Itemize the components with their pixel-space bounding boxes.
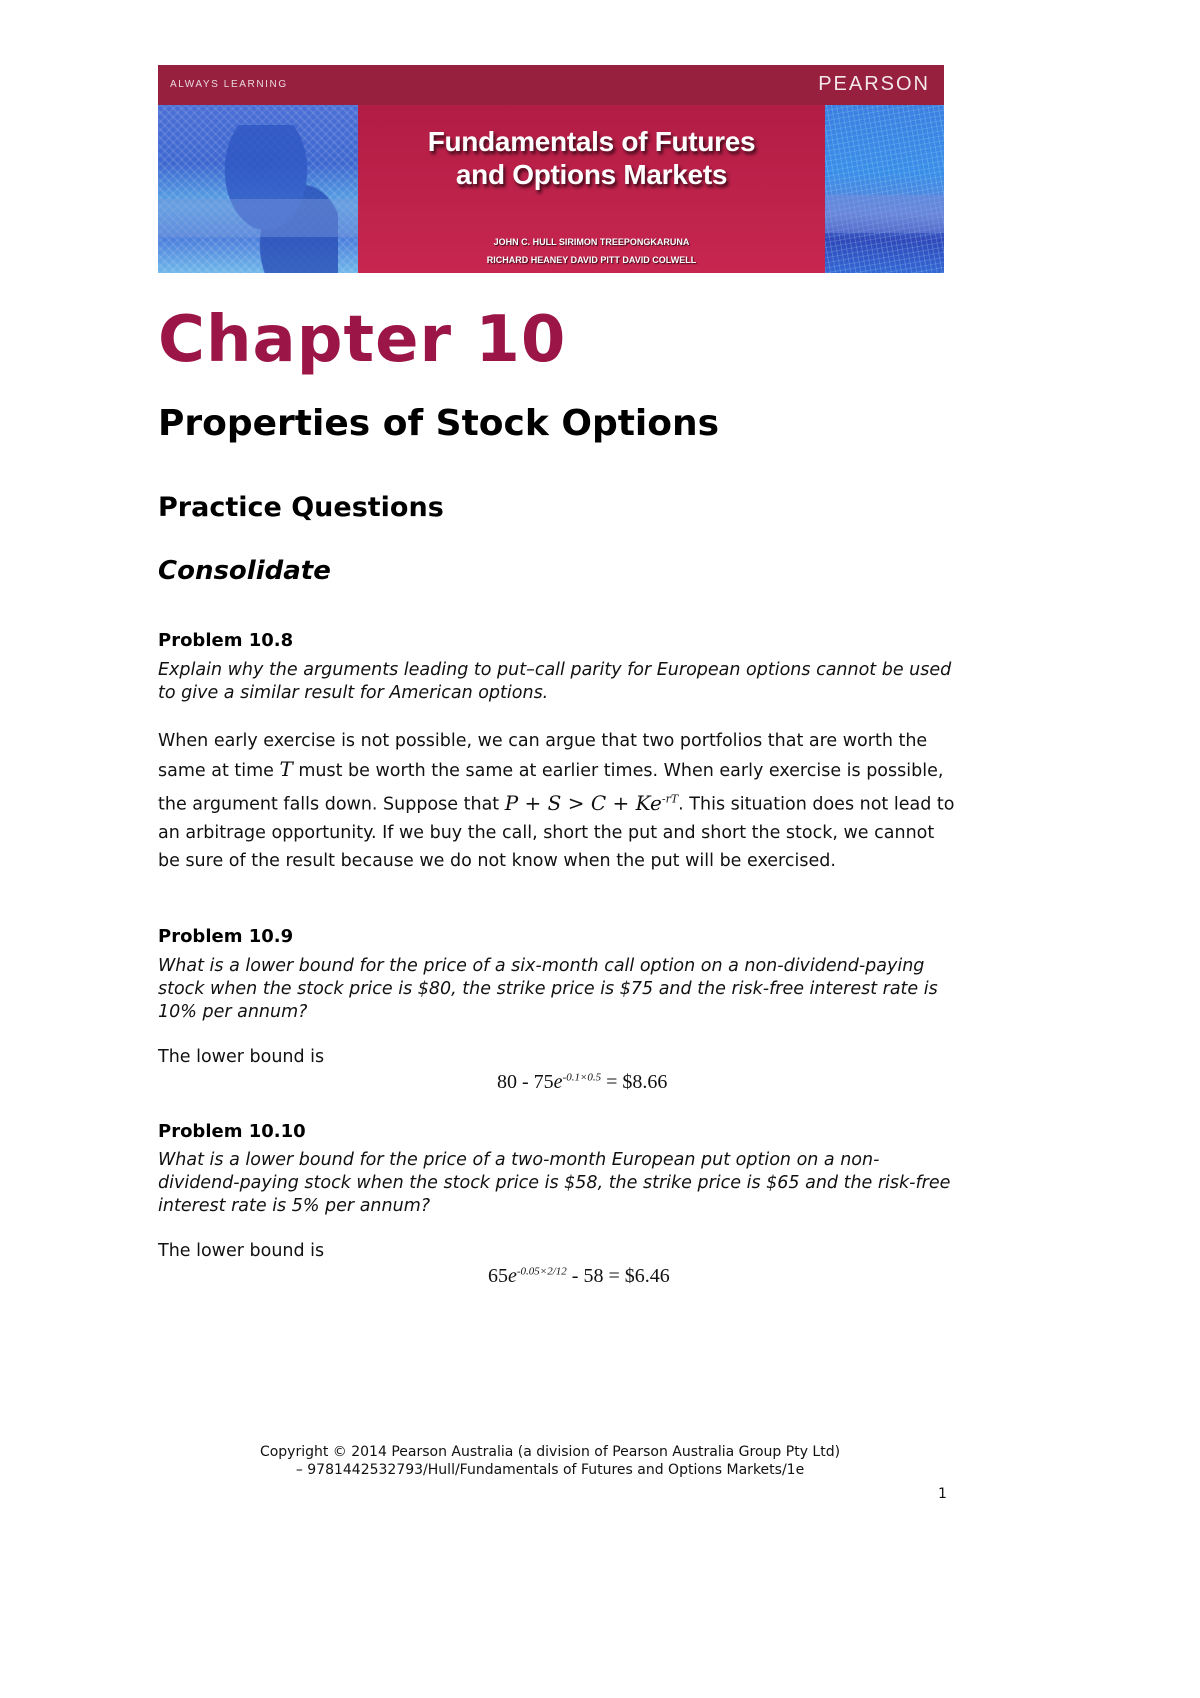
problem-question: Explain why the arguments leading to put–call parity for European options cannot be used to give a similar result for American options. xyxy=(158,660,952,703)
book-title-line-2: and Options Markets xyxy=(455,159,728,190)
answer-text: must be worth the same at earlier times. When early exercise is possible, the argument falls down. Suppose that xyxy=(158,761,944,815)
inequality-exponent: -rT xyxy=(661,792,679,805)
subsection-heading: Consolidate xyxy=(158,556,331,586)
problem-heading: Problem 10.10 xyxy=(158,1121,306,1142)
authors-line-1: JOHN C. HULL SIRIMON TREEPONGKARUNA xyxy=(493,237,690,247)
formula-left: 80 - 75 xyxy=(497,1071,554,1093)
math-variable: T xyxy=(279,757,293,781)
formula-right: - 58 = $6.46 xyxy=(566,1265,670,1287)
inequality-base: P + S > C + Ke xyxy=(504,790,662,815)
problem-question: What is a lower bound for the price of a two-month European put option on a non-dividend-paying stock when the stock price is $58, the strike price is $65 and the risk-free interest rate is 5% per annum? xyxy=(158,1150,951,1216)
book-title xyxy=(358,125,825,191)
chapter-title: Properties of Stock Options xyxy=(158,403,720,444)
formula-e: e xyxy=(508,1265,517,1287)
answer-intro: The lower bound is xyxy=(158,1047,325,1067)
answer-text: When early exercise is not possible, we can argue that two portfolios that are worth the same at time xyxy=(158,731,928,781)
banner-title-panel xyxy=(358,105,825,273)
book-title-line-1: Fundamentals of Futures xyxy=(427,126,756,157)
problem-heading: Problem 10.9 xyxy=(158,926,294,947)
banner-abstract-image-right xyxy=(825,105,944,273)
formula-right: = $8.66 xyxy=(601,1071,668,1093)
answer-text: . This situation does not lead to an arbitrage opportunity. If we buy the call, short the put and short the stock, we cannot be sure of the result because we do not know when the put will be exercised. xyxy=(158,794,955,871)
page-footer xyxy=(0,1443,1100,1479)
banner-header-bar xyxy=(158,65,944,105)
book-authors xyxy=(358,233,825,269)
page-number: 1 xyxy=(938,1486,947,1502)
formula-exponent: -0.1×0.5 xyxy=(562,1071,602,1084)
formula-exponent: -0.05×2/12 xyxy=(516,1265,567,1278)
banner-globe-image-left xyxy=(158,105,358,273)
formula xyxy=(488,1265,670,1288)
book-banner xyxy=(158,65,944,273)
section-heading: Practice Questions xyxy=(158,492,444,523)
chapter-label: Chapter 10 xyxy=(158,303,567,377)
answer-intro: The lower bound is xyxy=(158,1241,325,1261)
problem-heading: Problem 10.8 xyxy=(158,630,294,651)
image-band xyxy=(158,199,358,237)
problem-answer xyxy=(158,727,958,875)
publisher-logo: PEARSON xyxy=(818,73,930,95)
authors-line-2: RICHARD HEANEY DAVID PITT DAVID COLWELL xyxy=(486,255,697,265)
formula xyxy=(497,1071,667,1094)
formula-e: e xyxy=(553,1071,563,1093)
problem-question: What is a lower bound for the price of a six-month call option on a non-dividend-paying stock when the stock price is $80, the strike price is $75 and the risk-free interest rate is 10% per annum? xyxy=(158,956,938,1022)
math-inequality xyxy=(505,791,678,815)
copyright-line: Copyright © 2014 Pearson Australia (a division of Pearson Australia Group Pty Ltd) xyxy=(259,1444,841,1460)
formula-left: 65 xyxy=(488,1265,508,1287)
banner-tagline: ALWAYS LEARNING xyxy=(170,79,288,90)
image-band xyxy=(825,195,944,233)
isbn-line: – 9781442532793/Hull/Fundamentals of Futures and Options Markets/1e xyxy=(295,1462,805,1478)
